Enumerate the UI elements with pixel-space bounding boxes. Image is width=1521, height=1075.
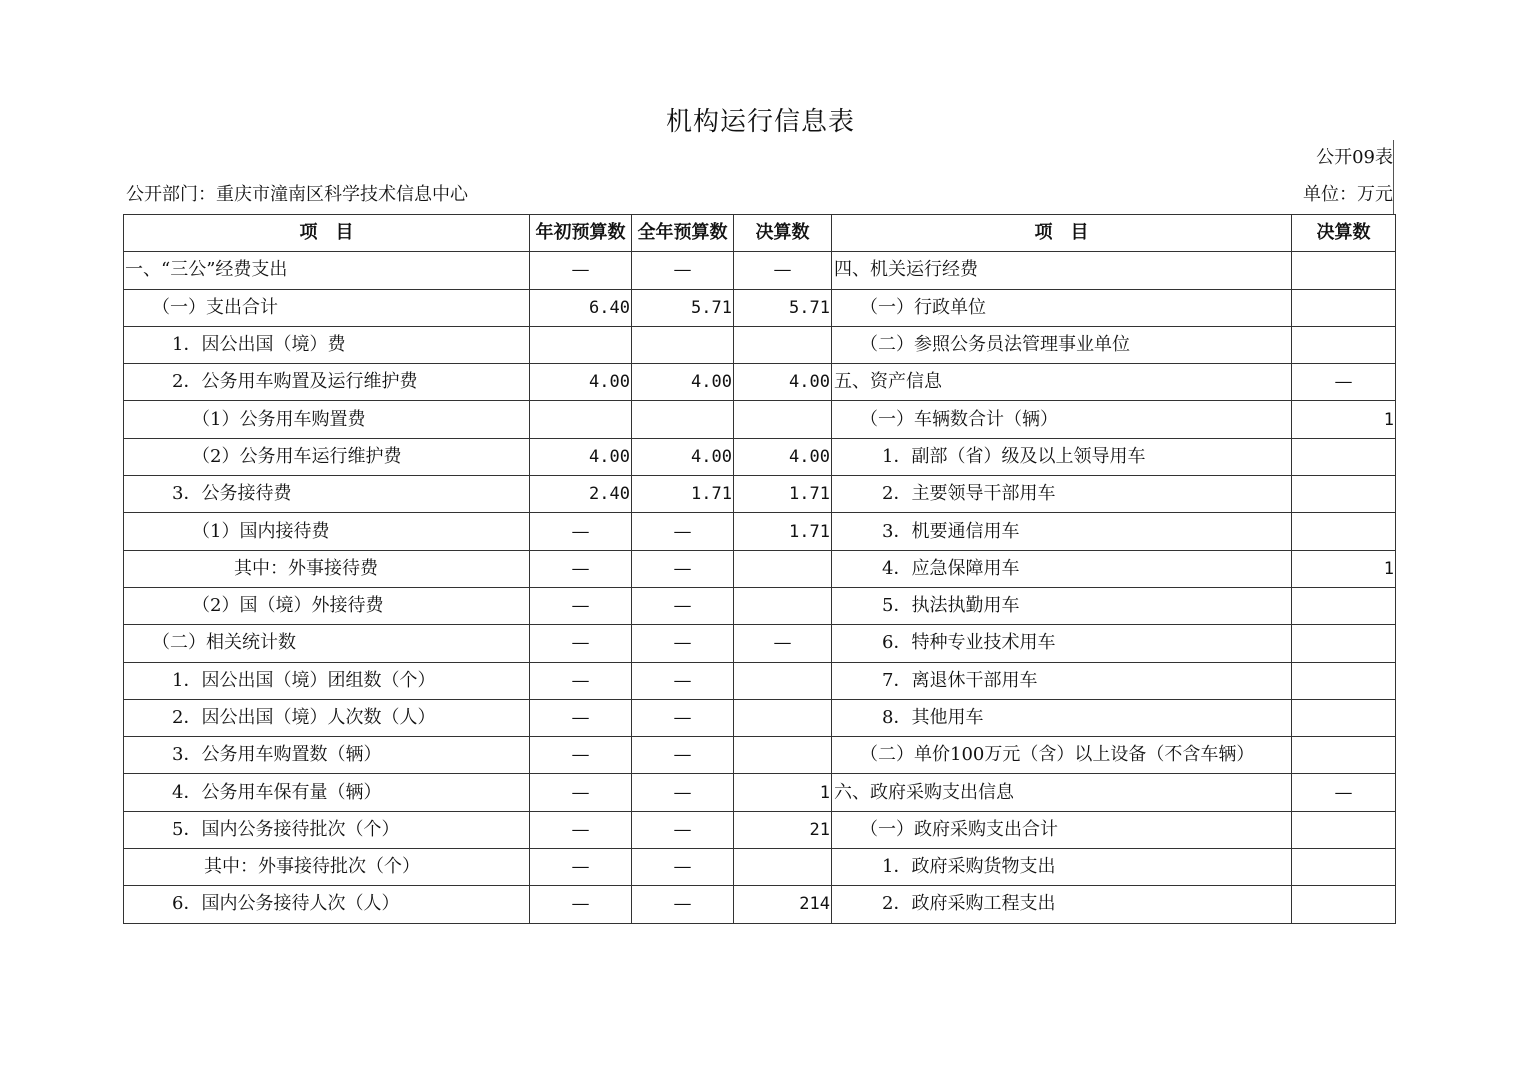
row-item-right: 1．政府采购货物支出 xyxy=(832,849,1292,886)
row-final-accounts: 5.71 xyxy=(734,289,832,326)
row-full-year-budget: — xyxy=(632,550,734,587)
table-row xyxy=(124,662,1396,699)
row-final-accounts-right xyxy=(1292,625,1396,662)
row-item-right: 1．副部（省）级及以上领导用车 xyxy=(832,438,1292,475)
row-initial-budget: — xyxy=(530,737,632,774)
col-header-full-year-budget: 全年预算数 xyxy=(632,215,734,252)
row-final-accounts xyxy=(734,849,832,886)
row-full-year-budget: — xyxy=(632,774,734,811)
row-full-year-budget: — xyxy=(632,587,734,624)
table-row xyxy=(124,625,1396,662)
row-item-right: 4．应急保障用车 xyxy=(832,550,1292,587)
row-final-accounts-right xyxy=(1292,587,1396,624)
table-title: 机构运行信息表 xyxy=(665,107,855,137)
row-full-year-budget: 4.00 xyxy=(632,438,734,475)
row-final-accounts xyxy=(734,401,832,438)
row-item-right: 8．其他用车 xyxy=(832,699,1292,736)
row-final-accounts xyxy=(734,326,832,363)
row-final-accounts-right: 1 xyxy=(1292,550,1396,587)
row-item-right: 7．离退休干部用车 xyxy=(832,662,1292,699)
info-table xyxy=(123,214,1396,924)
row-final-accounts-right xyxy=(1292,886,1396,923)
row-item: 4．公务用车保有量（辆） xyxy=(124,774,530,811)
row-initial-budget xyxy=(530,326,632,363)
table-row xyxy=(124,737,1396,774)
row-full-year-budget: — xyxy=(632,625,734,662)
row-final-accounts-right xyxy=(1292,513,1396,550)
form-number: 公开09表 xyxy=(1316,147,1393,168)
row-item-right: 5．执法执勤用车 xyxy=(832,587,1292,624)
row-item: 一、“三公”经费支出 xyxy=(124,252,530,289)
row-item: 1．因公出国（境）团组数（个） xyxy=(124,662,530,699)
row-item: （1）公务用车购置费 xyxy=(124,401,530,438)
row-initial-budget: 4.00 xyxy=(530,364,632,401)
row-final-accounts-right: 1 xyxy=(1292,401,1396,438)
row-item-right: （二）参照公务员法管理事业单位 xyxy=(832,326,1292,363)
row-final-accounts xyxy=(734,587,832,624)
row-initial-budget: — xyxy=(530,811,632,848)
row-final-accounts xyxy=(734,737,832,774)
table-row xyxy=(124,513,1396,550)
row-initial-budget: — xyxy=(530,849,632,886)
col-header-item: 项 目 xyxy=(124,215,530,252)
row-full-year-budget: 1.71 xyxy=(632,476,734,513)
row-item-right: 五、资产信息 xyxy=(832,364,1292,401)
row-item: （2）国（境）外接待费 xyxy=(124,587,530,624)
header-divider xyxy=(1393,140,1394,214)
row-initial-budget: — xyxy=(530,625,632,662)
row-item-right: （一）政府采购支出合计 xyxy=(832,811,1292,848)
row-item: 其中：外事接待批次（个） xyxy=(124,849,530,886)
table-row xyxy=(124,401,1396,438)
row-item: （1）国内接待费 xyxy=(124,513,530,550)
row-item: （二）相关统计数 xyxy=(124,625,530,662)
col-header-initial-budget: 年初预算数 xyxy=(530,215,632,252)
row-item-right: （一）行政单位 xyxy=(832,289,1292,326)
row-full-year-budget: — xyxy=(632,662,734,699)
row-final-accounts: — xyxy=(734,252,832,289)
row-final-accounts-right xyxy=(1292,289,1396,326)
table-row xyxy=(124,774,1396,811)
row-final-accounts-right xyxy=(1292,662,1396,699)
department-label: 公开部门：重庆市潼南区科学技术信息中心 xyxy=(126,184,468,205)
header-row xyxy=(124,215,1396,252)
row-final-accounts-right xyxy=(1292,438,1396,475)
col-header-final-accounts-right: 决算数 xyxy=(1292,215,1396,252)
row-final-accounts: 4.00 xyxy=(734,438,832,475)
row-final-accounts-right: — xyxy=(1292,774,1396,811)
table-row xyxy=(124,550,1396,587)
row-item: 3．公务用车购置数（辆） xyxy=(124,737,530,774)
col-header-final-accounts: 决算数 xyxy=(734,215,832,252)
row-final-accounts: 1 xyxy=(734,774,832,811)
row-full-year-budget: — xyxy=(632,811,734,848)
table-row xyxy=(124,438,1396,475)
row-final-accounts-right xyxy=(1292,699,1396,736)
table-row xyxy=(124,289,1396,326)
row-full-year-budget: — xyxy=(632,699,734,736)
row-full-year-budget: 5.71 xyxy=(632,289,734,326)
row-item: （一）支出合计 xyxy=(124,289,530,326)
row-initial-budget xyxy=(530,401,632,438)
row-full-year-budget: 4.00 xyxy=(632,364,734,401)
row-initial-budget: — xyxy=(530,774,632,811)
table-row xyxy=(124,326,1396,363)
row-initial-budget: 2.40 xyxy=(530,476,632,513)
row-final-accounts-right xyxy=(1292,737,1396,774)
row-item: （2）公务用车运行维护费 xyxy=(124,438,530,475)
row-item: 6．国内公务接待人次（人） xyxy=(124,886,530,923)
row-item: 2．因公出国（境）人次数（人） xyxy=(124,699,530,736)
row-initial-budget: — xyxy=(530,550,632,587)
row-final-accounts: — xyxy=(734,625,832,662)
row-item: 1．因公出国（境）费 xyxy=(124,326,530,363)
row-final-accounts: 1.71 xyxy=(734,513,832,550)
row-final-accounts-right xyxy=(1292,849,1396,886)
table-row xyxy=(124,252,1396,289)
table-row xyxy=(124,587,1396,624)
row-item: 3．公务接待费 xyxy=(124,476,530,513)
row-initial-budget: 6.40 xyxy=(530,289,632,326)
row-final-accounts: 4.00 xyxy=(734,364,832,401)
row-full-year-budget xyxy=(632,401,734,438)
row-item-right: 6．特种专业技术用车 xyxy=(832,625,1292,662)
row-final-accounts-right xyxy=(1292,476,1396,513)
row-item: 其中：外事接待费 xyxy=(124,550,530,587)
table-row xyxy=(124,849,1396,886)
table-row xyxy=(124,476,1396,513)
row-full-year-budget: — xyxy=(632,849,734,886)
row-item-right: 六、政府采购支出信息 xyxy=(832,774,1292,811)
row-item-right: 2．主要领导干部用车 xyxy=(832,476,1292,513)
row-item-right: （一）车辆数合计（辆） xyxy=(832,401,1292,438)
table-row xyxy=(124,811,1396,848)
row-final-accounts-right xyxy=(1292,811,1396,848)
row-initial-budget: — xyxy=(530,587,632,624)
row-item: 5．国内公务接待批次（个） xyxy=(124,811,530,848)
table-row xyxy=(124,364,1396,401)
row-final-accounts: 214 xyxy=(734,886,832,923)
row-initial-budget: — xyxy=(530,886,632,923)
row-final-accounts-right xyxy=(1292,326,1396,363)
row-initial-budget: — xyxy=(530,662,632,699)
row-final-accounts: 21 xyxy=(734,811,832,848)
row-initial-budget: — xyxy=(530,699,632,736)
row-final-accounts-right xyxy=(1292,252,1396,289)
row-item-right: 四、机关运行经费 xyxy=(832,252,1292,289)
row-item-right: （二）单价100万元（含）以上设备（不含车辆） xyxy=(832,737,1292,774)
row-item-right: 2．政府采购工程支出 xyxy=(832,886,1292,923)
row-item-right: 3．机要通信用车 xyxy=(832,513,1292,550)
row-full-year-budget: — xyxy=(632,252,734,289)
row-final-accounts xyxy=(734,550,832,587)
row-initial-budget: — xyxy=(530,513,632,550)
row-full-year-budget: — xyxy=(632,513,734,550)
row-final-accounts: 1.71 xyxy=(734,476,832,513)
table-row xyxy=(124,886,1396,923)
row-initial-budget: 4.00 xyxy=(530,438,632,475)
col-header-item-right: 项 目 xyxy=(832,215,1292,252)
row-full-year-budget: — xyxy=(632,886,734,923)
row-final-accounts xyxy=(734,662,832,699)
row-item: 2．公务用车购置及运行维护费 xyxy=(124,364,530,401)
table-row xyxy=(124,699,1396,736)
unit-label: 单位：万元 xyxy=(1303,184,1393,205)
row-full-year-budget: — xyxy=(632,737,734,774)
row-initial-budget: — xyxy=(530,252,632,289)
row-final-accounts-right: — xyxy=(1292,364,1396,401)
row-final-accounts xyxy=(734,699,832,736)
row-full-year-budget xyxy=(632,326,734,363)
